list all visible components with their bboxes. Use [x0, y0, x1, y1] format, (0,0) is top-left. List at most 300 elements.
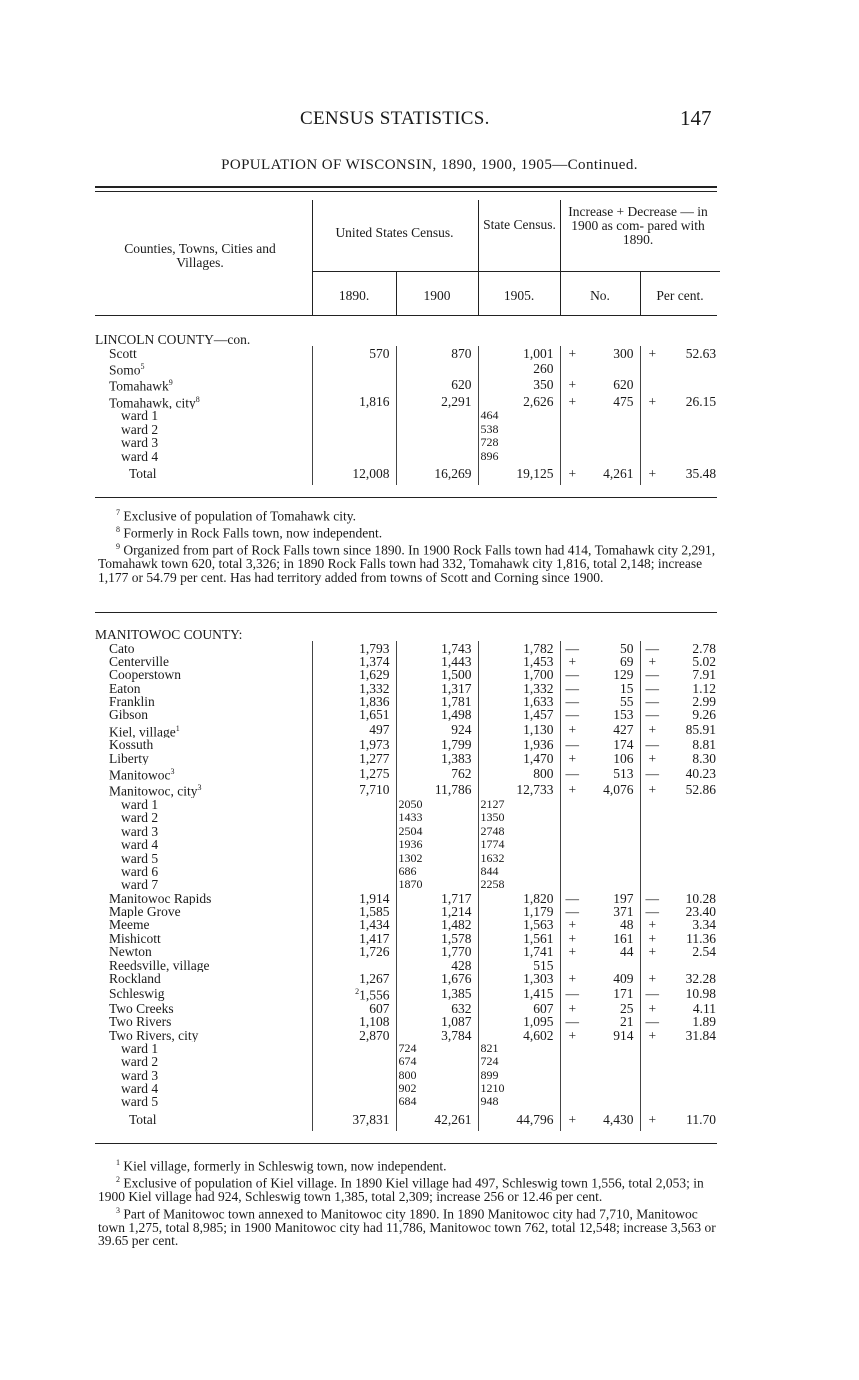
- value-1890-text: 7,710: [359, 782, 390, 798]
- value-1890: [312, 1002, 396, 1015]
- place-name: [95, 376, 312, 393]
- place-name: [95, 1028, 312, 1041]
- place-name-text: ward 5: [121, 1095, 159, 1109]
- place-name: [95, 1055, 312, 1068]
- change-sign: —: [565, 1015, 579, 1029]
- table-row: [95, 682, 722, 695]
- header-1900: 1900: [423, 288, 451, 303]
- value-1900: 1,799: [396, 738, 478, 751]
- value-1890-text: 1,275: [359, 765, 390, 781]
- value-1905: 1,332: [478, 682, 560, 695]
- change-sign: +: [568, 931, 577, 945]
- change-number: [584, 1055, 640, 1068]
- percent-sign: —: [645, 985, 659, 1001]
- place-name: [95, 409, 312, 422]
- place-name-text: Franklin: [109, 694, 155, 709]
- percent-sign: +: [648, 346, 657, 360]
- change-number: [584, 449, 640, 462]
- change-number: 25: [584, 1002, 640, 1015]
- change-percent: [664, 851, 722, 864]
- change-sign: +: [568, 393, 577, 409]
- manitowoc-top-rule: [95, 612, 717, 613]
- value-1905: 728: [478, 436, 560, 449]
- place-name-text: ward 2: [121, 811, 159, 825]
- change-sign: [560, 811, 584, 824]
- change-percent: [664, 878, 722, 891]
- value-1900: [396, 360, 478, 377]
- place-name: [95, 851, 312, 864]
- change-percent: 10.98: [685, 985, 717, 1001]
- value-1905: 1,095: [478, 1015, 560, 1028]
- change-number: 153: [584, 708, 640, 721]
- footnote-ref: 1: [175, 723, 180, 733]
- footnote-number: 2: [116, 1175, 120, 1185]
- footnote-ref: 3: [170, 766, 175, 776]
- value-1900: [396, 409, 478, 422]
- change-number: [584, 811, 640, 824]
- place-name-text: Meeme: [109, 918, 150, 932]
- change-sign: [560, 1055, 584, 1068]
- value-1900: 1,578: [396, 932, 478, 945]
- change-number: 21: [584, 1015, 640, 1028]
- place-name: [95, 918, 312, 931]
- change-percent: [664, 811, 722, 824]
- change-percent: [664, 1095, 722, 1108]
- header-vrule: [396, 272, 397, 315]
- value-1900: 1,743: [396, 641, 478, 654]
- change-sign: [560, 851, 584, 864]
- value-1890: [312, 865, 396, 878]
- place-name-text: Scott: [109, 346, 137, 360]
- change-number: 4,076: [584, 781, 640, 798]
- value-1890: [312, 346, 396, 359]
- value-1890: [312, 1082, 396, 1095]
- value-1900: 1,385: [396, 985, 478, 1002]
- change-percent: 23.40: [685, 904, 717, 919]
- change-sign: —: [565, 891, 579, 905]
- change-number: [584, 878, 640, 891]
- change-percent: 2.54: [692, 945, 717, 959]
- change-number: [584, 958, 640, 971]
- value-1890: [312, 463, 396, 485]
- value-1890-text: 12,008: [352, 466, 390, 482]
- header-increase: Increase + Decrease — in 1900 as com- pared with 1890.: [568, 204, 708, 247]
- value-1890-text: 1,836: [359, 694, 390, 709]
- percent-sign: +: [648, 931, 657, 945]
- change-sign: [560, 878, 584, 891]
- change-sign: [560, 865, 584, 878]
- value-1905: 948: [478, 1095, 560, 1108]
- change-percent: 1.12: [692, 681, 717, 695]
- change-percent: 8.81: [692, 738, 717, 752]
- change-number: 371: [584, 905, 640, 918]
- place-name-text: Reedsville, village: [109, 958, 210, 972]
- place-name-text: ward 5: [121, 851, 159, 865]
- place-name: [95, 738, 312, 751]
- place-name: [95, 1042, 312, 1055]
- top-rule: [95, 186, 717, 188]
- place-name-text: Newton: [109, 945, 152, 959]
- value-1905: 899: [478, 1069, 560, 1082]
- value-1890: [312, 668, 396, 681]
- lincoln-county-table: [95, 333, 722, 485]
- place-name: [95, 811, 312, 824]
- place-name: [95, 781, 312, 798]
- change-number: 48: [584, 918, 640, 931]
- change-sign: [560, 825, 584, 838]
- place-name-text: Kiel, village: [109, 724, 176, 739]
- change-number: 129: [584, 668, 640, 681]
- table-row: [95, 360, 722, 377]
- percent-sign: [640, 436, 664, 449]
- percent-sign: [640, 1055, 664, 1068]
- table-row: [95, 765, 722, 782]
- table-row: [95, 409, 722, 422]
- value-1890-text: 497: [369, 722, 390, 738]
- place-name: [95, 423, 312, 436]
- table-row: [95, 1042, 722, 1055]
- header-vrule: [560, 200, 561, 315]
- percent-sign: [640, 449, 664, 462]
- table-row: [95, 878, 722, 891]
- percent-sign: +: [648, 971, 657, 986]
- value-1890: [312, 708, 396, 721]
- change-sign: +: [568, 918, 577, 932]
- percent-sign: —: [645, 765, 659, 781]
- value-1905: 260: [478, 360, 560, 377]
- table-row: [95, 376, 722, 393]
- place-name-text: Cato: [109, 641, 135, 655]
- value-1890: [312, 798, 396, 811]
- footnote-text: Kiel village, formerly in Schleswig town, now independent.: [123, 1158, 447, 1174]
- value-1900: 2,291: [396, 393, 478, 410]
- change-number: 513: [584, 765, 640, 782]
- place-name: [95, 825, 312, 838]
- value-1900: 1936: [396, 838, 478, 851]
- value-1890: [312, 409, 396, 422]
- place-name-text: Tomahawk: [109, 378, 169, 393]
- change-sign: [560, 798, 584, 811]
- value-1905: 1774: [478, 838, 560, 851]
- value-1900: 1302: [396, 851, 478, 864]
- value-1890: [312, 1028, 396, 1041]
- value-1890-text: 37,831: [352, 1112, 390, 1128]
- value-1900: 1,383: [396, 752, 478, 765]
- change-percent: [664, 1042, 722, 1055]
- value-1900: 724: [396, 1042, 478, 1055]
- header-vrule: [478, 200, 479, 315]
- place-name: [95, 360, 312, 377]
- place-name: [95, 641, 312, 654]
- table-subtitle: POPULATION OF WISCONSIN, 1890, 1900, 1905—Continued.: [221, 157, 638, 173]
- place-name-text: ward 3: [121, 1068, 159, 1082]
- change-number: 475: [584, 393, 640, 410]
- place-name-text: Manitowoc: [109, 767, 171, 782]
- value-1900: 1,087: [396, 1015, 478, 1028]
- change-percent: 11.70: [686, 1112, 717, 1128]
- value-1890-text: 1,651: [359, 708, 390, 722]
- change-number: 4,430: [584, 1109, 640, 1131]
- footnote-text: Formerly in Rock Falls town, now independent.: [123, 525, 383, 541]
- value-1890-text: 1,277: [359, 751, 390, 765]
- change-number: 50: [584, 641, 640, 654]
- place-name-text: Total: [129, 466, 157, 482]
- change-percent: [664, 825, 722, 838]
- value-1905: 607: [478, 1002, 560, 1015]
- value-1890: [312, 851, 396, 864]
- value-1890: [312, 360, 396, 377]
- table-row: [95, 972, 722, 985]
- value-1905: 2127: [478, 798, 560, 811]
- county-title: LINCOLN COUNTY—con.: [95, 333, 251, 347]
- place-name-text: Tomahawk, city: [109, 395, 196, 410]
- place-name-text: Total: [129, 1112, 157, 1128]
- place-name-text: ward 3: [121, 436, 159, 450]
- value-1905: 19,125: [478, 463, 560, 485]
- place-name-text: ward 3: [121, 824, 159, 838]
- value-1890: [312, 1015, 396, 1028]
- table-row: [95, 945, 722, 958]
- change-sign: —: [565, 738, 579, 752]
- table-row: [95, 781, 722, 798]
- change-number: [584, 1082, 640, 1095]
- change-sign: [560, 838, 584, 851]
- change-percent: [664, 1082, 722, 1095]
- value-1890-text: 1,726: [359, 945, 390, 959]
- value-1905: 1,470: [478, 752, 560, 765]
- table-row: [95, 655, 722, 668]
- value-1905: 538: [478, 423, 560, 436]
- percent-sign: [640, 1069, 664, 1082]
- value-1900: 762: [396, 765, 478, 782]
- place-name: [95, 765, 312, 782]
- change-number: 197: [584, 892, 640, 905]
- value-1890: [312, 945, 396, 958]
- value-1900: [396, 449, 478, 462]
- change-number: [584, 1095, 640, 1108]
- header-vrule: [312, 200, 313, 315]
- value-1890: [312, 918, 396, 931]
- header-1905: 1905.: [503, 288, 535, 303]
- change-number: [584, 838, 640, 851]
- change-sign: [560, 1095, 584, 1108]
- percent-sign: [640, 423, 664, 436]
- value-1905: 1,820: [478, 892, 560, 905]
- footnote-number: 3: [116, 1205, 120, 1215]
- header-state-census: State Census.: [483, 217, 556, 232]
- change-percent: 11.36: [686, 931, 717, 945]
- percent-sign: [640, 1095, 664, 1108]
- percent-sign: [640, 376, 664, 393]
- county-title-row: [95, 628, 722, 641]
- change-number: 44: [584, 945, 640, 958]
- value-1900: 1,500: [396, 668, 478, 681]
- place-name: [95, 932, 312, 945]
- percent-sign: [640, 1042, 664, 1055]
- change-number: [584, 865, 640, 878]
- change-sign: [560, 958, 584, 971]
- place-name: [95, 905, 312, 918]
- place-name: [95, 655, 312, 668]
- place-name: [95, 798, 312, 811]
- change-percent: 8.30: [692, 751, 717, 765]
- place-name-text: ward 2: [121, 1055, 159, 1069]
- place-name-text: Two Creeks: [109, 1001, 174, 1015]
- change-percent: 2.99: [692, 694, 717, 709]
- footnote-number: 8: [116, 525, 120, 535]
- table-row: [95, 958, 722, 971]
- change-sign: +: [568, 1112, 577, 1128]
- value-1900: 924: [396, 722, 478, 739]
- change-percent: 1.89: [692, 1015, 717, 1029]
- place-name: [95, 346, 312, 359]
- change-percent: [664, 376, 722, 393]
- value-1900: 3,784: [396, 1028, 478, 1041]
- value-1905: 2748: [478, 825, 560, 838]
- change-sign: —: [565, 765, 579, 781]
- place-name: [95, 1002, 312, 1015]
- value-1900: 42,261: [396, 1109, 478, 1131]
- change-sign: [560, 1042, 584, 1055]
- header-hrule: [312, 271, 720, 272]
- value-1900: 902: [396, 1082, 478, 1095]
- place-name-text: ward 4: [121, 1081, 159, 1096]
- change-sign: [560, 423, 584, 436]
- place-name-text: ward 1: [121, 1041, 159, 1056]
- change-percent: 32.28: [685, 971, 717, 986]
- value-1890: [312, 695, 396, 708]
- table-row: [95, 1069, 722, 1082]
- total-row: [95, 1109, 722, 1131]
- value-1905: 800: [478, 765, 560, 782]
- place-name-text: ward 6: [121, 864, 159, 879]
- place-name: [95, 972, 312, 985]
- total-label: [95, 1109, 312, 1131]
- place-name-text: Centerville: [109, 654, 169, 669]
- place-name: [95, 695, 312, 708]
- change-number: [584, 851, 640, 864]
- table-row: [95, 1095, 722, 1108]
- place-name: [95, 1082, 312, 1095]
- table-row: [95, 905, 722, 918]
- change-sign: [560, 449, 584, 462]
- value-1890: [312, 655, 396, 668]
- footnote-text: Exclusive of population of Kiel village. In 1890 Kiel village had 497, Schleswig town 1,556, total 2,053; in 1900 Kiel village had 924, Schleswig town 1,385, total 2,309; increase 256 or 12.46 per cent.: [98, 1175, 704, 1205]
- change-percent: 26.15: [685, 393, 717, 409]
- change-percent: 5.02: [692, 654, 717, 669]
- value-1905: 2,626: [478, 393, 560, 410]
- value-1905: 844: [478, 865, 560, 878]
- value-1890: [312, 781, 396, 798]
- value-1890-text: 1,434: [359, 918, 390, 932]
- table-row: [95, 641, 722, 654]
- place-name-text: Manitowoc, city: [109, 783, 198, 798]
- place-name-text: Two Rivers, city: [109, 1028, 199, 1042]
- table-row: [95, 738, 722, 751]
- value-1905: 515: [478, 958, 560, 971]
- change-percent: 4.11: [692, 1001, 717, 1015]
- percent-sign: +: [648, 945, 657, 959]
- value-1905: 1,001: [478, 346, 560, 359]
- value-1900: 632: [396, 1002, 478, 1015]
- change-number: 15: [584, 682, 640, 695]
- change-percent: [664, 1055, 722, 1068]
- value-1890: [312, 738, 396, 751]
- percent-sign: +: [648, 722, 657, 738]
- change-number: 171: [584, 985, 640, 1002]
- place-name-text: Somo: [109, 362, 141, 377]
- lincoln-end-rule: [95, 497, 717, 498]
- place-name: [95, 985, 312, 1002]
- footnote: [98, 506, 723, 523]
- county-title: MANITOWOC COUNTY:: [95, 628, 243, 642]
- place-name-text: ward 7: [121, 878, 159, 892]
- change-number: 300: [584, 346, 640, 359]
- table-row: [95, 668, 722, 681]
- value-1890: [312, 1055, 396, 1068]
- value-1900: 1,443: [396, 655, 478, 668]
- county-title-row: [95, 333, 722, 346]
- value-1890-text: 1,793: [359, 641, 390, 655]
- table-row: [95, 393, 722, 410]
- total-row: [95, 463, 722, 485]
- change-percent: [664, 958, 722, 971]
- change-percent: [664, 865, 722, 878]
- value-1900: [396, 436, 478, 449]
- change-percent: [664, 798, 722, 811]
- percent-sign: —: [645, 708, 659, 722]
- value-1890: [312, 376, 396, 393]
- value-1890: [312, 1109, 396, 1131]
- place-name-text: Two Rivers: [109, 1015, 172, 1029]
- value-1900: 1,498: [396, 708, 478, 721]
- change-number: 69: [584, 655, 640, 668]
- top-rule-thin: [95, 191, 717, 192]
- footnote-ref: 9: [168, 378, 173, 388]
- value-1900: 1,770: [396, 945, 478, 958]
- change-number: [584, 360, 640, 377]
- value-1905: 1,453: [478, 655, 560, 668]
- change-number: 174: [584, 738, 640, 751]
- value-1890: [312, 985, 396, 1002]
- manitowoc-end-rule: [95, 1143, 717, 1144]
- value-1900: 1,781: [396, 695, 478, 708]
- change-sign: —: [565, 904, 579, 919]
- value-1905: 12,733: [478, 781, 560, 798]
- value-1890: [312, 972, 396, 985]
- percent-sign: —: [645, 1015, 659, 1029]
- footnote-text: Organized from part of Rock Falls town since 1890. In 1900 Rock Falls town had 414, Tomahawk city 2,291, Tomahawk town 620, total 3,326; in 1890 Rock Falls town had 332, Tomahawk city 1,816, total 2,148; increase 1,177 or 54.79 per cent. Has had territory added from towns of Scott and Corning since 1900.: [98, 542, 716, 585]
- footnote: [98, 1156, 723, 1173]
- value-1890: [312, 682, 396, 695]
- value-1900: 1,214: [396, 905, 478, 918]
- change-percent: [664, 409, 722, 422]
- value-1890: [312, 765, 396, 782]
- table-row: [95, 436, 722, 449]
- footnote-ref: 3: [197, 783, 202, 793]
- table-row: [95, 752, 722, 765]
- footnote: [98, 1173, 723, 1204]
- value-1890: [312, 393, 396, 410]
- manitowoc-footnotes: [98, 1156, 723, 1248]
- place-name: [95, 1015, 312, 1028]
- percent-sign: [640, 409, 664, 422]
- percent-sign: +: [648, 466, 657, 482]
- value-1900: 11,786: [396, 781, 478, 798]
- percent-sign: [640, 838, 664, 851]
- place-name: [95, 1095, 312, 1108]
- change-number: 409: [584, 972, 640, 985]
